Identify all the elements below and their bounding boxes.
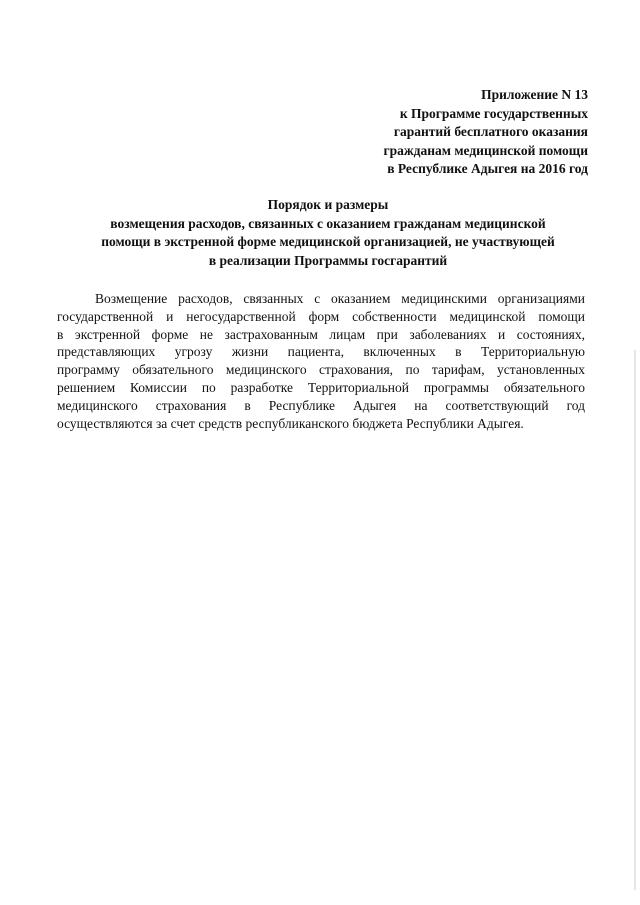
paragraph-line: программу обязательного медицинского страхования, по тарифам, установленных — [57, 362, 585, 378]
appendix-header — [288, 86, 588, 179]
paragraph-line: медицинского страхования в Республике Адыгея на соответствующий год — [57, 397, 585, 413]
appendix-line: Приложение N 13 — [481, 87, 588, 102]
paragraph-line: государственной и негосударственной форм собственности медицинской помощи — [57, 308, 585, 324]
document-title — [40, 196, 616, 270]
title-line: помощи в экстренной форме медицинской организацией, не участвующей — [101, 234, 555, 249]
title-line: в реализации Программы госгарантий — [208, 252, 448, 268]
appendix-line: к Программе государственных — [399, 105, 588, 121]
appendix-line: в Республике Адыгея на 2016 год — [387, 161, 588, 176]
paragraph-line: представляющих угрозу жизни пациента, включенных в Территориальную — [57, 344, 585, 360]
paragraph-line: осуществляются за счет средств республиканского бюджета Республики Адыгея. — [57, 415, 524, 431]
scan-edge-shadow — [634, 350, 636, 890]
body-paragraph — [57, 290, 585, 432]
appendix-line: гарантий бесплатного оказания — [393, 124, 588, 139]
paragraph-line: Возмещение расходов, связанных с оказанием медицинскими организациями — [95, 291, 585, 306]
paragraph-line: решением Комиссии по разработке Территориальной программы обязательного — [57, 379, 585, 395]
title-line: Порядок и размеры — [267, 197, 389, 212]
appendix-line: гражданам медицинской помощи — [383, 142, 588, 158]
paragraph-line: в экстренной форме не застрахованным лицам при заболеваниях и состояниях, — [57, 326, 585, 342]
title-line: возмещения расходов, связанных с оказанием гражданам медицинской — [110, 215, 546, 231]
